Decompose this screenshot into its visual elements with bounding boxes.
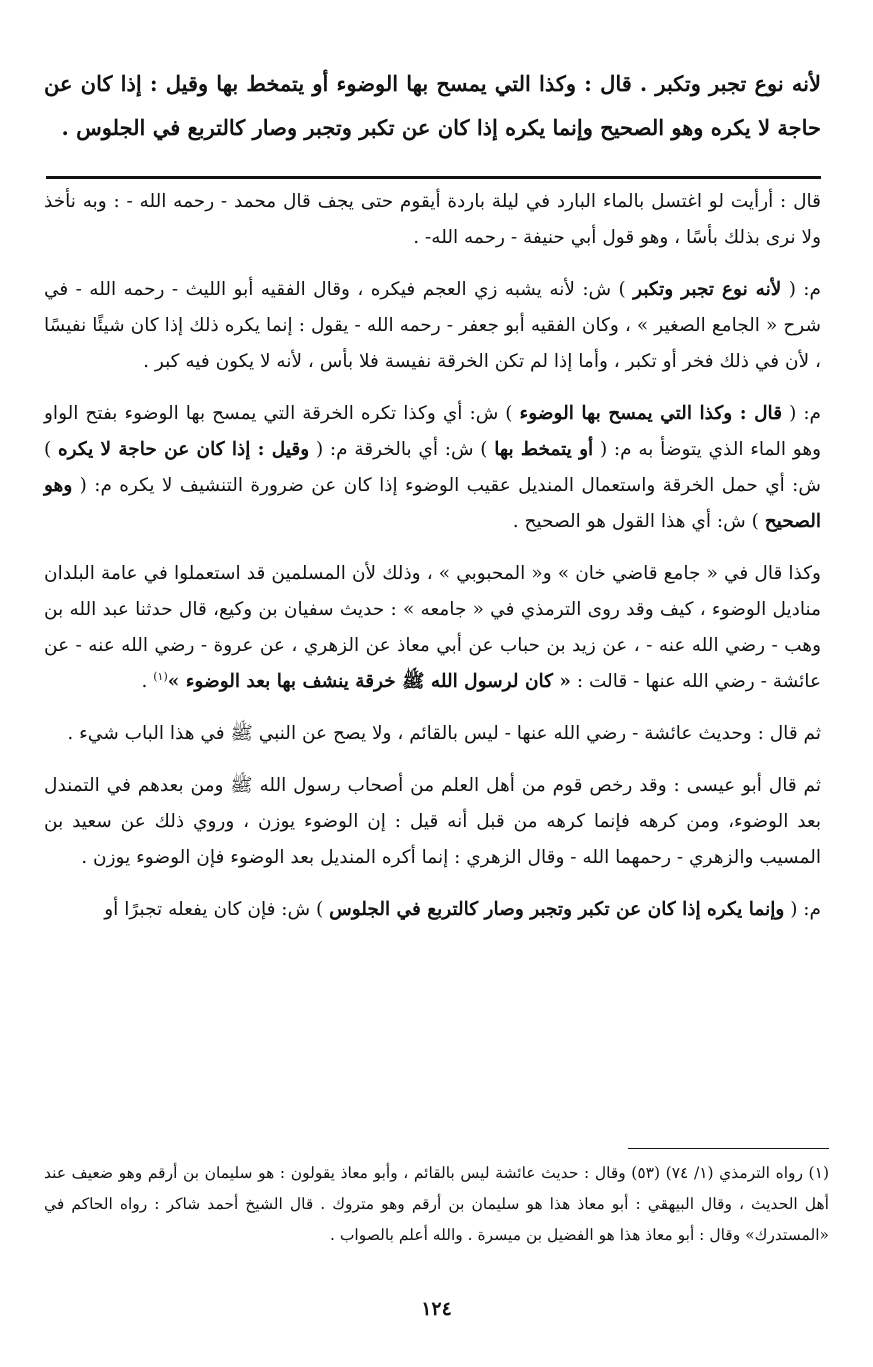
matn-marker: م: ( [790,899,821,920]
paragraph-2 [44,272,821,380]
header-matn: لأنه نوع تجبر وتكبر . قال : وكذا التي يمسح بها الوضوء أو يتمخط بها وقيل : إذا كان عن حاجة لا يكره وهو الصحيح وإنما يكره إذا كان عن تكبر وتجبر وصار كالتربع في الجلوس . [44,71,821,140]
matn-quote: وإنما يكره إذا كان عن تكبر وتجبر وصار كالتربع في الجلوس [329,899,785,920]
matn-quote: وقيل : إذا كان عن حاجة لا يكره [57,439,310,460]
paragraph-4 [44,556,821,700]
footnote-1-text: (١) رواه الترمذي (١/ ٧٤) (٥٣) وقال : حديث عائشة ليس بالقائم ، وأبو معاذ يقولون : هو سليمان بن أرقم وهو ضعيف عند أهل الحديث ، وقال البيهقي : أبو معاذ هذا هو سليمان بن أرقم وهو متروك . قال الشيخ أحمد شاكر : رواه الحاكم في «المستدرك» وقال : أبو معاذ هذا هو الفضيل بن ميسرة . والله أعلم بالصواب . [44,1164,829,1244]
paragraph-5-text: ثم قال : وحديث عائشة - رضي الله عنها - ليس بالقائم ، ولا يصح عن النبي ﷺ في هذا الباب شيء . [67,723,821,744]
paragraph-6-text: ثم قال أبو عيسى : وقد رخص قوم من أهل العلم من أصحاب رسول الله ﷺ ومن بعدهم في التمندل بعد الوضوء، ومن كرهه فإنما كرهه من قبل أنه قيل : إن الوضوء يوزن ، وروي ذلك عن سعيد بن المسيب والزهري - رحمهما الله - وقال الزهري : إنما أكره المنديل بعد الوضوء فإن الوضوء يوزن . [44,775,821,868]
matn-quote: أو يتمخط بها [494,439,594,460]
footnotes [44,1158,829,1251]
sharh-text: ) ش: أي هذا القول هو الصحيح . [512,511,759,532]
sharh-text: ) ش: لأنه يشبه زي العجم فيكره ، وقال الفقيه أبو الليث - رحمه الله - في شرح « الجامع الصغير » ، وكان الفقيه أبو جعفر - رحمه الله - يقول : إنما يكره ذلك إذا كان شيئًا نفيسًا ، لأن في ذلك فخر أو تكبر ، وأما إذا لم تكن الخرقة نفيسة فلا بأس ، لأنه لا يكون فيه كبر . [44,279,821,372]
footnote-divider [628,1148,829,1149]
sharh-text: ) ش: فإن كان يفعله تجبرًا أو [104,899,324,920]
header-divider [46,176,821,179]
paragraph-4-end: . [141,671,154,692]
paragraph-1 [44,184,821,256]
footnote-ref[interactable]: (١) [153,669,168,683]
matn-quote: لأنه نوع تجبر وتكبر [633,279,782,300]
commentary-body [44,184,821,944]
sharh-text: ) ش: أي بالخرقة م: ( [315,439,488,460]
page-header-text [44,62,821,150]
sharh-text: ) ش: أي حمل الخرقة واستعمال المنديل عقيب الوضوء إذا كان عن ضرورة التنشيف لا يكره م: ( [44,439,821,496]
matn-marker: م: ( [789,403,821,424]
page-number: ١٢٤ [421,1298,452,1320]
matn-quote: وهو الصحيح [44,475,821,532]
paragraph-7 [44,892,821,928]
matn-marker: م: ( [788,279,821,300]
paragraph-5 [44,716,821,752]
hadith-quote: « كان لرسول الله ﷺ خرقة ينشف بها بعد الوضوء » [167,671,571,692]
paragraph-4-text: وكذا قال في « جامع قاضي خان » و« المحبوبي » ، وذلك لأن المسلمين قد استعملوا في عامة البلدان مناديل الوضوء ، كيف وقد روى الترمذي في « جامعه » : حديث سفيان بن وكيع، قال حدثنا عبد الله بن وهب - رضي الله عنه - ، عن زيد بن حباب عن أبي معاذ عن الزهري ، عن عروة - رضي الله عنه - عن عائشة - رضي الله عنها - قالت : [44,563,821,692]
paragraph-3 [44,396,821,540]
paragraph-6 [44,768,821,876]
sharh-text: ) ش: أي وكذا تكره الخرقة التي يمسح بها الوضوء بفتح الواو وهو الماء الذي يتوضأ به م: ( [44,403,822,460]
footnote-1 [44,1158,829,1251]
matn-quote: قال : وكذا التي يمسح بها الوضوء [519,403,783,424]
paragraph-1-text: قال : أرأيت لو اغتسل بالماء البارد في ليلة باردة أيقوم حتى يجف قال محمد - رحمه الله - : وبه نأخذ ولا نرى بذلك بأسًا ، وهو قول أبي حنيفة - رحمه الله- . [44,191,821,248]
